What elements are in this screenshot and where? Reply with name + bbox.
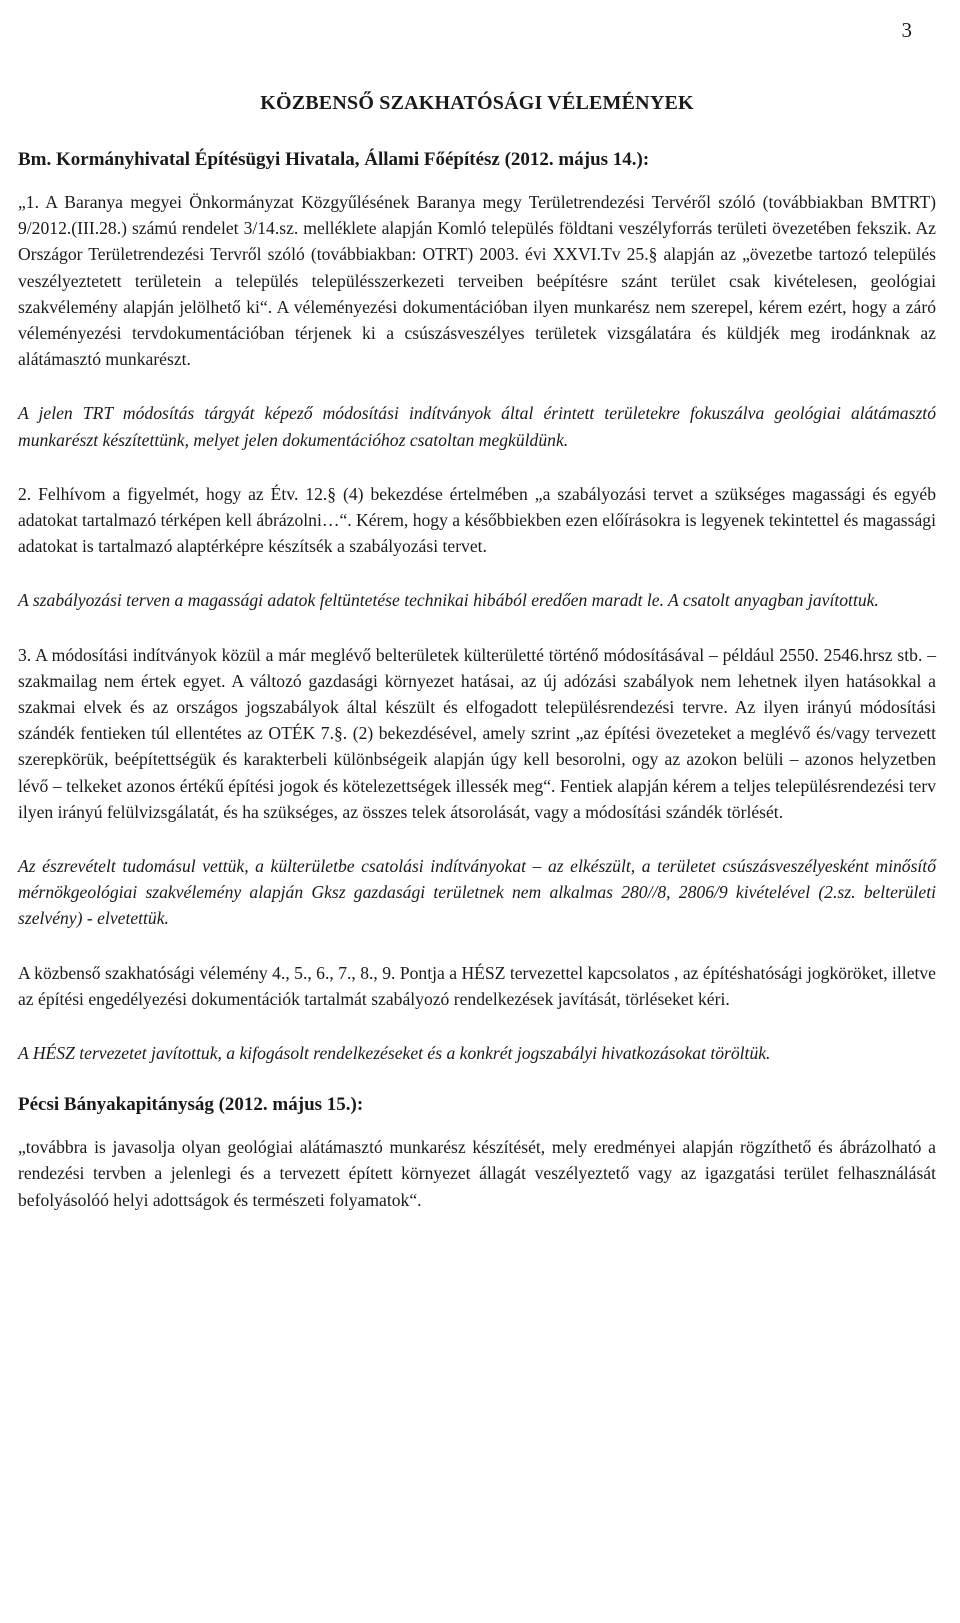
opinion-paragraph-1: „1. A Baranya megyei Önkormányzat Közgyűlésének Baranya megy Területrendezési Tervéről szóló (továbbiakban BMTRT) 9/2012.(III.28.) számú rendelet 3/14.sz. melléklete alapján Komló település földtani veszélyforrás területi övezetében fekszik. Az Országor Területrendezési Tervről szóló (továbbiakban: OTRT) 2003. évi XXVI.Tv 25.§ alapján az „övezetbe tartozó település veszélyeztetett területein a település településszerkezeti terveiben beépítésre szánt terület csak kivételesen, geológiai szakvélemény alapján jelölhető ki“. A véleményezési dokumentációban ilyen munkarész nem szerepel, kérem ezért, hogy a záró véleményezési tervdokumentációban térjenek ki a csúszásveszélyes területek vizsgálatára és küldjék meg irodánknak az alátámasztó munkarészt.: [18, 192, 936, 370]
section-heading-bm-kormanyhivatal: Bm. Kormányhivatal Építésügyi Hivatala, Állami Főépítész (2012. május 14.):: [18, 149, 650, 170]
response-paragraph-4: A HÉSZ tervezetet javítottuk, a kifogásolt rendelkezéseket és a konkrét jogszabályi hivatkozásokat töröltük.: [18, 1043, 771, 1064]
document-body: [18, 92, 936, 1213]
response-paragraph-2: A szabályozási terven a magassági adatok feltüntetése technikai hibából eredően maradt le. A csatolt anyagban javítottuk.: [18, 590, 879, 611]
opinion-paragraph-3: 3. A módosítási indítványok közül a már meglévő belterületek külterületté történő módosításával – például 2550. 2546.hrsz stb. – szakmailag nem értek egyet. A változó gazdasági környezet hatásai, az új adózási szabályok nem lehetnek ilyen hatásokkal a szakmai elvek és az országos jogszabályok által készült és elfogadott településrendezési tervre. Az ilyen irányú módosítási szándék fentieken túl ellentétes az OTÉK 7.§. (2) bekezdésével, amely szrint „az építési övezeteket a meglévő és/vagy tervezett szerepkörük, beépítettségük és karakterbeli különbségeik alapján úgy kell besorolni, ogy az azokon belüli – azonos helyzetben lévő – telkeket azonos értékű építési jogok és kötelezettségek illessék meg“. Fentiek alapján kérem a teljes településrendezési terv ilyen irányú felülvizsgálatát, és ha szükséges, az összes telek átsorolását, vagy a módosítási szándék törlését.: [18, 644, 936, 822]
opinion-paragraph-2: 2. Felhívom a figyelmét, hogy az Étv. 12.§ (4) bekezdése értelmében „a szabályozási tervet a szükséges magassági és egyéb adatokat tartalmazó térképen kell ábrázolni…“. Kérem, hogy a későbbiekben ezen előírásokra is legyenek tekintettel és magassági adatokat is tartalmazó alaptérképre készítsék a szabályozási tervet.: [18, 483, 936, 557]
opinion-paragraph-4: A közbenső szakhatósági vélemény 4., 5., 6., 7., 8., 9. Pontja a HÉSZ tervezettel kapcsolatos , az építéshatósági jogköröket, illetve az építési engedélyezési dokumentációk tartalmát szabályozó rendelkezések javítását, törléseket kéri.: [18, 962, 936, 1009]
response-paragraph-3: Az észrevételt tudomásul vettük, a külterületbe csatolási indítványokat – az elkészült, a területet csúszásveszélyesként minősítő mérnökgeológiai szakvélemény alapján Gksz gazdasági területnek nem alkalmas 280//8, 2806/9 kivételével (2.sz. belterületi szelvény) - elvetettük.: [18, 856, 936, 929]
page-number: 3: [901, 18, 912, 42]
section-heading-banyakapitanysag: Pécsi Bányakapitányság (2012. május 15.):: [18, 1094, 364, 1116]
response-paragraph-1: A jelen TRT módosítás tárgyát képező módosítási indítványok által érintett területekre fokuszálva geológiai alátámasztó munkarészt készítettünk, melyet jelen dokumentációhoz csatoltan megküldünk.: [18, 403, 936, 450]
document-title: KÖZBENSŐ SZAKHATÓSÁGI VÉLEMÉNYEK: [260, 92, 694, 114]
opinion-paragraph-5: „továbbra is javasolja olyan geológiai alátámasztó munkarész készítését, mely eredményei alapján rögzíthető és ábrázolható a rendezési tervben a jelenlegi és a tervezett épített környezet állagát veszélyeztető vagy az igazgatási terület felhasználását befolyásolóó helyi adottságok és természeti folyamatok“.: [18, 1137, 936, 1210]
